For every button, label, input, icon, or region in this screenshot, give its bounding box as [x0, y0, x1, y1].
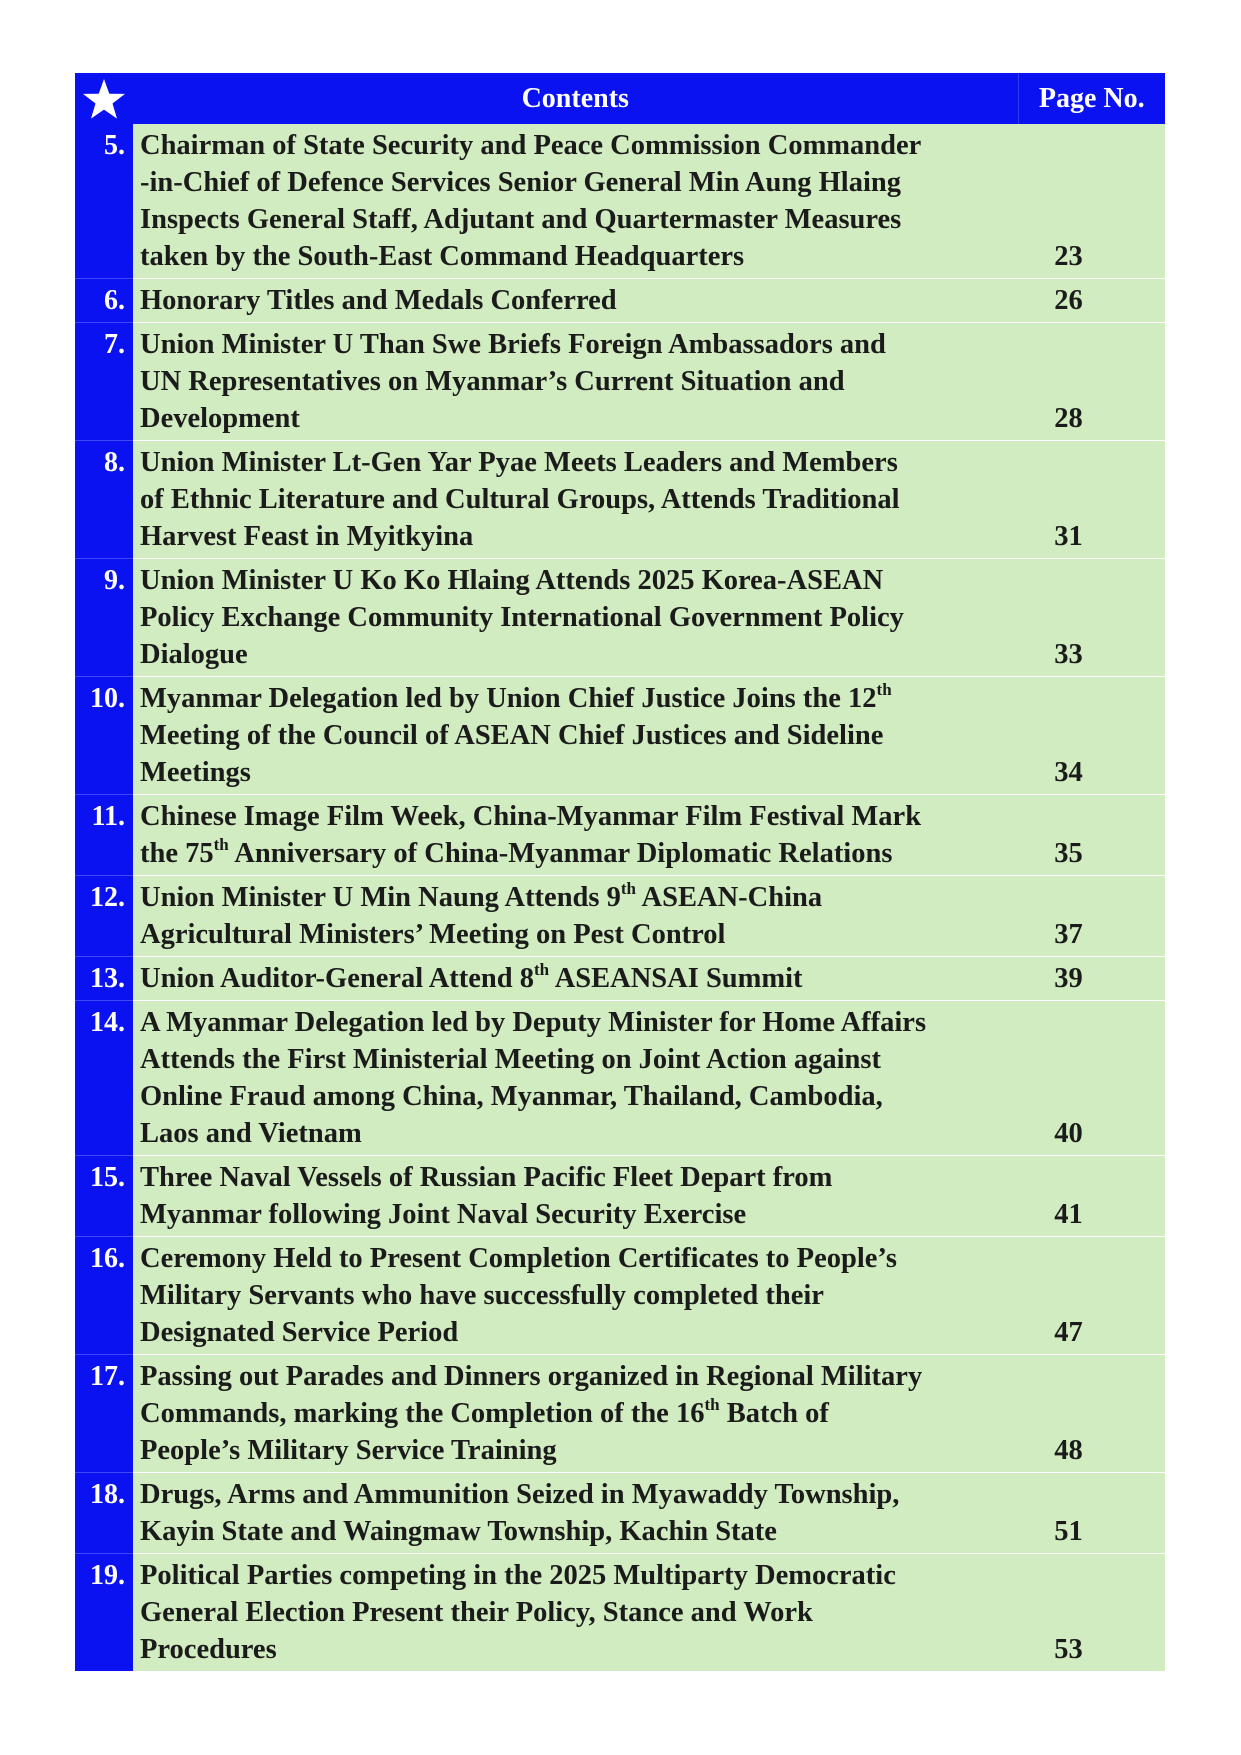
title-text: People’s Military Service Training [140, 1435, 557, 1466]
entry-number: 15. [75, 1156, 133, 1237]
entry-title [133, 1237, 1018, 1355]
title-text: Drugs, Arms and Ammunition Seized in Myawaddy Township, [140, 1479, 900, 1510]
title-text: Attends the First Ministerial Meeting on Joint Action against [140, 1044, 881, 1075]
title-text: Myanmar Delegation led by Union Chief Justice Joins the 12 [140, 683, 877, 714]
entry-page-number: 51 [1018, 1473, 1165, 1554]
entry-title [133, 876, 1018, 957]
title-text: Union Minister Lt-Gen Yar Pyae Meets Leaders and Members [140, 447, 898, 478]
entry-page-number: 33 [1018, 559, 1165, 677]
entry-title-line [140, 444, 1018, 481]
entry-title-line [140, 326, 1018, 363]
title-text: Union Minister U Ko Ko Hlaing Attends 2025 Korea-ASEAN [140, 565, 884, 596]
title-text: Union Minister U Min Naung Attends 9 [140, 882, 621, 913]
page-number-heading: Page No. [1018, 73, 1165, 124]
contents-table [75, 73, 1165, 1671]
title-text: Commands, marking the Completion of the 16 [140, 1398, 705, 1429]
ordinal-suffix: th [534, 960, 550, 979]
entry-page-number: 35 [1018, 795, 1165, 876]
entry-number: 19. [75, 1554, 133, 1672]
entry-number: 17. [75, 1355, 133, 1473]
entry-title-line [140, 518, 1018, 555]
title-text: Meetings [140, 757, 251, 788]
entry-number: 16. [75, 1237, 133, 1355]
title-text: General Election Present their Policy, Stance and Work [140, 1597, 813, 1628]
title-text: Military Servants who have successfully completed their [140, 1280, 824, 1311]
entry-title-line [140, 1240, 1018, 1277]
toc-entry [75, 1156, 1165, 1237]
star-icon [75, 73, 133, 124]
entry-page-number: 23 [1018, 124, 1165, 279]
entry-title-line [140, 363, 1018, 400]
toc-entry [75, 677, 1165, 795]
ordinal-suffix: th [620, 879, 636, 898]
entry-title-line [140, 717, 1018, 754]
title-text: Inspects General Staff, Adjutant and Quartermaster Measures [140, 204, 902, 235]
toc-entry [75, 1001, 1165, 1156]
entry-page-number: 31 [1018, 441, 1165, 559]
entry-page-number: 48 [1018, 1355, 1165, 1473]
toc-entry [75, 795, 1165, 876]
entry-title-line [140, 1395, 1018, 1432]
entry-title-line [140, 1513, 1018, 1550]
entry-page-number: 41 [1018, 1156, 1165, 1237]
entry-title [133, 1156, 1018, 1237]
entry-title-line [140, 1277, 1018, 1314]
entry-title-line [140, 481, 1018, 518]
title-text: ASEAN-China [636, 882, 823, 913]
toc-entry [75, 323, 1165, 441]
title-text: A Myanmar Delegation led by Deputy Minister for Home Affairs [140, 1007, 927, 1038]
entry-title-line [140, 282, 1018, 319]
entry-title [133, 1001, 1018, 1156]
title-text: Batch of [719, 1398, 829, 1429]
ordinal-suffix: th [213, 835, 229, 854]
entry-title-line [140, 599, 1018, 636]
toc-entry [75, 441, 1165, 559]
title-text: Agricultural Ministers’ Meeting on Pest Control [140, 919, 726, 950]
entry-title [133, 957, 1018, 1001]
title-text: the 75 [140, 838, 214, 869]
title-text: Myanmar following Joint Naval Security Exercise [140, 1199, 747, 1230]
entry-title [133, 441, 1018, 559]
ordinal-suffix: th [876, 680, 892, 699]
ordinal-suffix: th [704, 1395, 720, 1414]
toc-entry [75, 279, 1165, 323]
toc-entry [75, 1237, 1165, 1355]
entry-page-number: 26 [1018, 279, 1165, 323]
entry-title-line [140, 798, 1018, 835]
title-text: Meeting of the Council of ASEAN Chief Justices and Sideline [140, 720, 884, 751]
entry-title-line [140, 1557, 1018, 1594]
entry-page-number: 34 [1018, 677, 1165, 795]
title-text: UN Representatives on Myanmar’s Current Situation and [140, 366, 845, 397]
toc-entry [75, 1355, 1165, 1473]
entry-title-line [140, 1631, 1018, 1668]
entry-title [133, 559, 1018, 677]
entry-title-line [140, 1078, 1018, 1115]
entry-page-number: 28 [1018, 323, 1165, 441]
table-header-row [75, 73, 1165, 124]
title-text: Union Auditor-General Attend 8 [140, 963, 535, 994]
entry-title-line [140, 636, 1018, 673]
entry-title-line [140, 1476, 1018, 1513]
entry-title [133, 795, 1018, 876]
entry-number: 5. [75, 124, 133, 279]
entry-number: 8. [75, 441, 133, 559]
title-text: Dialogue [140, 639, 248, 670]
entry-number: 7. [75, 323, 133, 441]
entry-title-line [140, 164, 1018, 201]
title-text: of Ethnic Literature and Cultural Groups, Attends Traditional [140, 484, 900, 515]
title-text: Political Parties competing in the 2025 Multiparty Democratic [140, 1560, 896, 1591]
title-text: Laos and Vietnam [140, 1118, 362, 1149]
toc-entry [75, 124, 1165, 279]
title-text: Three Naval Vessels of Russian Pacific Fleet Depart from [140, 1162, 833, 1193]
title-text: Honorary Titles and Medals Conferred [140, 285, 617, 316]
title-text: Designated Service Period [140, 1317, 459, 1348]
title-text: Online Fraud among China, Myanmar, Thailand, Cambodia, [140, 1081, 883, 1112]
entry-title-line [140, 1041, 1018, 1078]
entry-title-line [140, 1115, 1018, 1152]
title-text: Passing out Parades and Dinners organized in Regional Military [140, 1361, 923, 1392]
contents-heading: Contents [133, 73, 1018, 124]
entry-title [133, 677, 1018, 795]
entry-page-number: 39 [1018, 957, 1165, 1001]
entry-number: 10. [75, 677, 133, 795]
toc-entry [75, 559, 1165, 677]
entry-number: 13. [75, 957, 133, 1001]
entry-title-line [140, 562, 1018, 599]
entry-title-line [140, 680, 1018, 717]
title-text: taken by the South-East Command Headquarters [140, 241, 745, 272]
entry-page-number: 53 [1018, 1554, 1165, 1672]
entry-page-number: 37 [1018, 876, 1165, 957]
title-text: Policy Exchange Community International Government Policy [140, 602, 904, 633]
entry-number: 11. [75, 795, 133, 876]
entry-title-line [140, 916, 1018, 953]
entry-title-line [140, 754, 1018, 791]
entry-title-line [140, 1159, 1018, 1196]
title-text: Union Minister U Than Swe Briefs Foreign Ambassadors and [140, 329, 886, 360]
entry-title [133, 1554, 1018, 1672]
toc-entry [75, 957, 1165, 1001]
entry-number: 12. [75, 876, 133, 957]
title-text: ASEANSAI Summit [549, 963, 803, 994]
entry-number: 14. [75, 1001, 133, 1156]
entry-title-line [140, 238, 1018, 275]
title-text: Harvest Feast in Myitkyina [140, 521, 474, 552]
entry-title-line [140, 879, 1018, 916]
entry-title [133, 323, 1018, 441]
entry-number: 18. [75, 1473, 133, 1554]
entry-title-line [140, 1432, 1018, 1469]
entry-title-line [140, 1314, 1018, 1351]
title-text: Ceremony Held to Present Completion Certificates to People’s [140, 1243, 897, 1274]
title-text: Kayin State and Waingmaw Township, Kachin State [140, 1516, 777, 1547]
entry-title-line [140, 400, 1018, 437]
entry-title-line [140, 1004, 1018, 1041]
contents-entries [75, 124, 1165, 1671]
entry-number: 6. [75, 279, 133, 323]
entry-page-number: 47 [1018, 1237, 1165, 1355]
entry-title-line [140, 1594, 1018, 1631]
toc-entry [75, 1473, 1165, 1554]
entry-title [133, 279, 1018, 323]
toc-entry [75, 876, 1165, 957]
entry-title-line [140, 1196, 1018, 1233]
entry-title-line [140, 1358, 1018, 1395]
title-text: -in-Chief of Defence Services Senior General Min Aung Hlaing [140, 167, 901, 198]
entry-title-line [140, 127, 1018, 164]
entry-number: 9. [75, 559, 133, 677]
entry-title-line [140, 835, 1018, 872]
entry-title-line [140, 960, 1018, 997]
title-text: Anniversary of China-Myanmar Diplomatic Relations [228, 838, 893, 869]
entry-title-line [140, 201, 1018, 238]
title-text: Development [140, 403, 300, 434]
entry-title [133, 124, 1018, 279]
title-text: Procedures [140, 1634, 277, 1665]
entry-title [133, 1355, 1018, 1473]
toc-entry [75, 1554, 1165, 1672]
entry-title [133, 1473, 1018, 1554]
title-text: Chinese Image Film Week, China-Myanmar Film Festival Mark [140, 801, 922, 832]
entry-page-number: 40 [1018, 1001, 1165, 1156]
title-text: Chairman of State Security and Peace Commission Commander [140, 130, 922, 161]
